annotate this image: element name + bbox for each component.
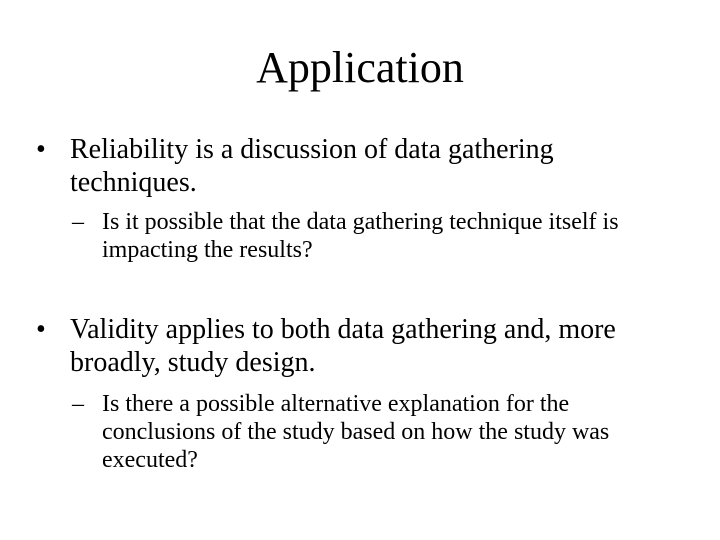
sub-bullet-marker: –	[72, 391, 84, 417]
sub-bullet-validity	[72, 390, 672, 474]
bullet-marker: •	[36, 134, 46, 165]
sub-bullet-text: Is there a possible alternative explanation for the conclusions of the study based on how the study was executed?	[102, 391, 610, 473]
sub-bullet-reliability	[72, 208, 672, 264]
sub-bullet-marker: –	[72, 209, 84, 235]
bullet-reliability	[36, 133, 676, 199]
bullet-validity	[36, 313, 676, 379]
slide-title: Application	[256, 43, 464, 92]
bullet-marker: •	[36, 314, 46, 345]
sub-bullet-text: Is it possible that the data gathering technique itself is impacting the results?	[102, 209, 619, 263]
bullet-text: Reliability is a discussion of data gathering techniques.	[70, 134, 554, 198]
bullet-text: Validity applies to both data gathering and, more broadly, study design.	[70, 314, 616, 378]
